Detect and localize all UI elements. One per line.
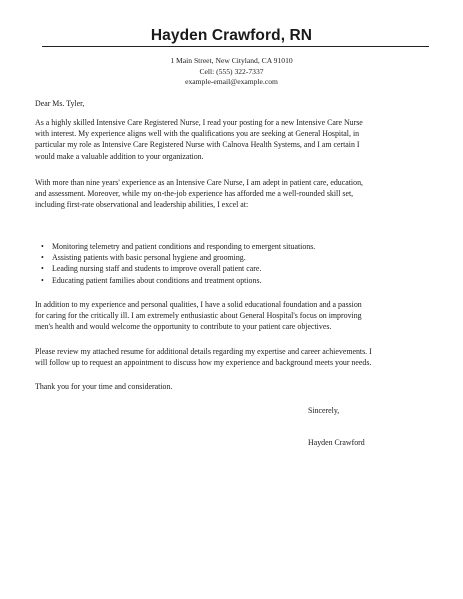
paragraph-line: and assessment. Moreover, while my on-the-job experience has afforded me a well-rounded skill set, — [35, 189, 354, 199]
contact-address: 1 Main Street, New Cityland, CA 91010 — [170, 56, 293, 65]
paragraph-introduction — [35, 117, 429, 162]
paragraph-line: would make a valuable addition to your organization. — [35, 151, 204, 161]
skills-list — [35, 241, 429, 286]
list-item: • Leading nursing staff and students to improve overall patient care. — [35, 263, 429, 274]
paragraph-line: particular my role as Intensive Care Registered Nurse with Calnova Health Systems, and I am certain I — [35, 140, 360, 150]
paragraph-education — [35, 299, 429, 333]
contact-cell: Cell: (555) 322-7337 — [199, 66, 264, 76]
closing: Sincerely, — [308, 406, 340, 415]
paragraph-follow-up — [35, 346, 429, 368]
header-divider — [42, 46, 429, 47]
signature-name: Hayden Crawford — [308, 438, 365, 447]
applicant-name: Hayden Crawford, RN — [150, 27, 313, 44]
paragraph-line: for caring for the critically ill. I am extremely enthusiastic about General Hospital's focus on improving — [35, 311, 362, 321]
salutation: Dear Ms. Tyler, — [35, 99, 85, 108]
paragraph-experience — [35, 177, 429, 211]
list-item: • Educating patient families about conditions and treatment options. — [35, 275, 429, 286]
contact-block — [0, 56, 463, 88]
paragraph-line: will follow up to request an appointment to discuss how my experience and background meets your needs. — [35, 358, 372, 368]
list-item: • Assisting patients with basic personal hygiene and grooming. — [35, 252, 429, 263]
paragraph-line: with interest. My experience aligns well with the qualifications you are seeking at General Hospital, in — [35, 129, 360, 139]
paragraph-line: With more than nine years' experience as an Intensive Care Nurse, I am adept in patient care, education, — [35, 178, 363, 187]
paragraph-line: Please review my attached resume for additional details regarding my expertise and career achievements. I — [35, 347, 372, 356]
paragraph-line: including first-rate observational and leadership abilities, I excel at: — [35, 200, 249, 210]
paragraph-line: In addition to my experience and personal qualities, I have a solid educational foundation and a passion — [35, 300, 362, 309]
paragraph-line: As a highly skilled Intensive Care Registered Nurse, I read your posting for a new Intensive Care Nurse — [35, 118, 363, 127]
contact-email: example-email@example.com — [185, 77, 278, 87]
list-item: • Monitoring telemetry and patient conditions and responding to emergent situations. — [35, 241, 429, 252]
paragraph-line: men's health and would welcome the opportunity to contribute to your patient care objectives. — [35, 322, 332, 332]
thanks-line: Thank you for your time and consideration. — [35, 382, 173, 391]
